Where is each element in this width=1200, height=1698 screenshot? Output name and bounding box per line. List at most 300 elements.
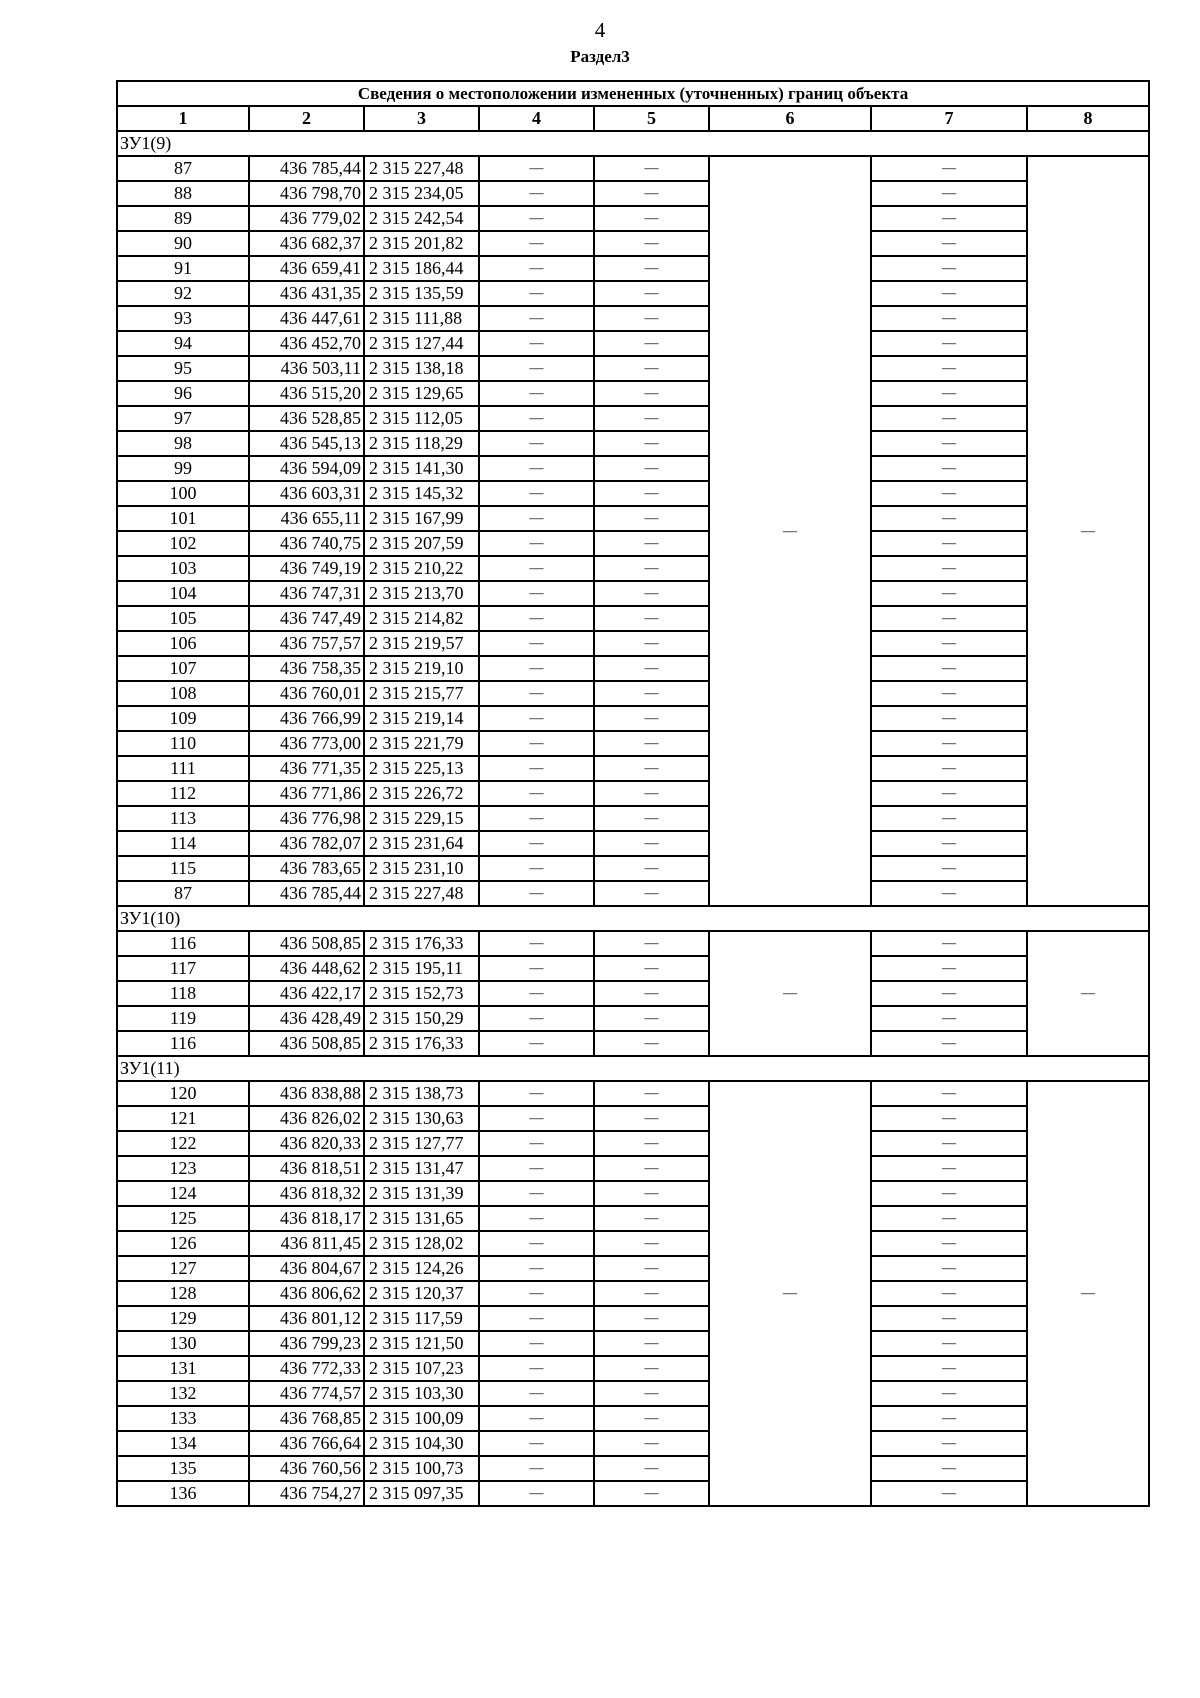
column-5-cell: — xyxy=(594,931,709,956)
column-5-cell: — xyxy=(594,456,709,481)
column-5-cell: — xyxy=(594,206,709,231)
column-7-cell: — xyxy=(871,1231,1027,1256)
point-number-cell: 87 xyxy=(117,156,249,181)
point-number-cell: 89 xyxy=(117,206,249,231)
column-5-cell: — xyxy=(594,1081,709,1106)
table-row xyxy=(117,331,1149,356)
column-8-merged-cell: — xyxy=(1027,931,1149,1056)
x-coordinate-cell: 436 806,62 xyxy=(249,1281,364,1306)
point-number-cell: 108 xyxy=(117,681,249,706)
table-row xyxy=(117,231,1149,256)
y-coordinate-cell: 2 315 118,29 xyxy=(364,431,479,456)
column-5-cell: — xyxy=(594,831,709,856)
point-number-cell: 124 xyxy=(117,1181,249,1206)
x-coordinate-cell: 436 785,44 xyxy=(249,881,364,906)
column-4-cell: — xyxy=(479,881,594,906)
x-coordinate-cell: 436 754,27 xyxy=(249,1481,364,1506)
y-coordinate-cell: 2 315 117,59 xyxy=(364,1306,479,1331)
y-coordinate-cell: 2 315 141,30 xyxy=(364,456,479,481)
table-row xyxy=(117,1181,1149,1206)
column-5-cell: — xyxy=(594,181,709,206)
point-number-cell: 117 xyxy=(117,956,249,981)
column-4-cell: — xyxy=(479,281,594,306)
x-coordinate-cell: 436 448,62 xyxy=(249,956,364,981)
table-row xyxy=(117,1481,1149,1506)
column-4-cell: — xyxy=(479,981,594,1006)
column-5-cell: — xyxy=(594,731,709,756)
point-number-cell: 133 xyxy=(117,1406,249,1431)
point-number-cell: 135 xyxy=(117,1456,249,1481)
y-coordinate-cell: 2 315 215,77 xyxy=(364,681,479,706)
point-number-cell: 132 xyxy=(117,1381,249,1406)
column-header: 7 xyxy=(871,106,1027,131)
point-number-cell: 116 xyxy=(117,1031,249,1056)
column-4-cell: — xyxy=(479,506,594,531)
point-number-cell: 118 xyxy=(117,981,249,1006)
y-coordinate-cell: 2 315 129,65 xyxy=(364,381,479,406)
column-7-cell: — xyxy=(871,481,1027,506)
table-row xyxy=(117,881,1149,906)
column-5-cell: — xyxy=(594,656,709,681)
column-4-cell: — xyxy=(479,931,594,956)
point-number-cell: 104 xyxy=(117,581,249,606)
column-7-cell: — xyxy=(871,531,1027,556)
x-coordinate-cell: 436 838,88 xyxy=(249,1081,364,1106)
point-number-cell: 96 xyxy=(117,381,249,406)
table-row xyxy=(117,1406,1149,1431)
column-5-cell: — xyxy=(594,1481,709,1506)
column-8-merged-cell: — xyxy=(1027,1081,1149,1506)
column-5-cell: — xyxy=(594,556,709,581)
y-coordinate-cell: 2 315 176,33 xyxy=(364,931,479,956)
x-coordinate-cell: 436 749,19 xyxy=(249,556,364,581)
column-7-cell: — xyxy=(871,706,1027,731)
column-5-cell: — xyxy=(594,306,709,331)
x-coordinate-cell: 436 740,75 xyxy=(249,531,364,556)
column-4-cell: — xyxy=(479,706,594,731)
boundary-coordinates-table xyxy=(116,80,1150,1507)
column-5-cell: — xyxy=(594,156,709,181)
column-5-cell: — xyxy=(594,281,709,306)
table-row xyxy=(117,1431,1149,1456)
y-coordinate-cell: 2 315 127,44 xyxy=(364,331,479,356)
column-4-cell: — xyxy=(479,631,594,656)
column-4-cell: — xyxy=(479,1306,594,1331)
y-coordinate-cell: 2 315 138,18 xyxy=(364,356,479,381)
point-number-cell: 131 xyxy=(117,1356,249,1381)
column-7-cell: — xyxy=(871,281,1027,306)
column-5-cell: — xyxy=(594,1306,709,1331)
table-row xyxy=(117,406,1149,431)
table-row xyxy=(117,531,1149,556)
column-4-cell: — xyxy=(479,1331,594,1356)
column-5-cell: — xyxy=(594,706,709,731)
column-5-cell: — xyxy=(594,1131,709,1156)
column-header: 6 xyxy=(709,106,871,131)
column-7-cell: — xyxy=(871,506,1027,531)
table-row xyxy=(117,781,1149,806)
column-7-cell: — xyxy=(871,1456,1027,1481)
y-coordinate-cell: 2 315 145,32 xyxy=(364,481,479,506)
group-header-row xyxy=(117,906,1149,931)
x-coordinate-cell: 436 431,35 xyxy=(249,281,364,306)
y-coordinate-cell: 2 315 103,30 xyxy=(364,1381,479,1406)
column-4-cell: — xyxy=(479,1456,594,1481)
point-number-cell: 134 xyxy=(117,1431,249,1456)
point-number-cell: 119 xyxy=(117,1006,249,1031)
table-row xyxy=(117,1081,1149,1106)
column-7-cell: — xyxy=(871,831,1027,856)
point-number-cell: 105 xyxy=(117,606,249,631)
column-7-cell: — xyxy=(871,306,1027,331)
column-4-cell: — xyxy=(479,656,594,681)
x-coordinate-cell: 436 503,11 xyxy=(249,356,364,381)
column-5-cell: — xyxy=(594,1031,709,1056)
column-7-cell: — xyxy=(871,1481,1027,1506)
column-7-cell: — xyxy=(871,556,1027,581)
x-coordinate-cell: 436 422,17 xyxy=(249,981,364,1006)
column-7-cell: — xyxy=(871,256,1027,281)
table-row xyxy=(117,831,1149,856)
column-5-cell: — xyxy=(594,631,709,656)
column-5-cell: — xyxy=(594,581,709,606)
column-4-cell: — xyxy=(479,1381,594,1406)
column-7-cell: — xyxy=(871,631,1027,656)
column-4-cell: — xyxy=(479,1406,594,1431)
table-row xyxy=(117,706,1149,731)
column-4-cell: — xyxy=(479,381,594,406)
column-7-cell: — xyxy=(871,781,1027,806)
column-4-cell: — xyxy=(479,1256,594,1281)
y-coordinate-cell: 2 315 127,77 xyxy=(364,1131,479,1156)
table-row xyxy=(117,156,1149,181)
x-coordinate-cell: 436 682,37 xyxy=(249,231,364,256)
column-4-cell: — xyxy=(479,306,594,331)
y-coordinate-cell: 2 315 226,72 xyxy=(364,781,479,806)
x-coordinate-cell: 436 603,31 xyxy=(249,481,364,506)
y-coordinate-cell: 2 315 207,59 xyxy=(364,531,479,556)
column-7-cell: — xyxy=(871,731,1027,756)
column-7-cell: — xyxy=(871,1131,1027,1156)
column-5-cell: — xyxy=(594,381,709,406)
y-coordinate-cell: 2 315 186,44 xyxy=(364,256,479,281)
column-header: 2 xyxy=(249,106,364,131)
column-number-row xyxy=(117,106,1149,131)
column-5-cell: — xyxy=(594,1456,709,1481)
column-7-cell: — xyxy=(871,756,1027,781)
point-number-cell: 99 xyxy=(117,456,249,481)
x-coordinate-cell: 436 779,02 xyxy=(249,206,364,231)
x-coordinate-cell: 436 820,33 xyxy=(249,1131,364,1156)
column-4-cell: — xyxy=(479,1231,594,1256)
column-4-cell: — xyxy=(479,431,594,456)
y-coordinate-cell: 2 315 138,73 xyxy=(364,1081,479,1106)
y-coordinate-cell: 2 315 219,14 xyxy=(364,706,479,731)
column-7-cell: — xyxy=(871,856,1027,881)
y-coordinate-cell: 2 315 227,48 xyxy=(364,156,479,181)
x-coordinate-cell: 436 452,70 xyxy=(249,331,364,356)
table-row xyxy=(117,1006,1149,1031)
table-row xyxy=(117,1456,1149,1481)
table-row xyxy=(117,1206,1149,1231)
point-number-cell: 93 xyxy=(117,306,249,331)
column-4-cell: — xyxy=(479,1156,594,1181)
point-number-cell: 126 xyxy=(117,1231,249,1256)
y-coordinate-cell: 2 315 231,10 xyxy=(364,856,479,881)
point-number-cell: 88 xyxy=(117,181,249,206)
column-7-cell: — xyxy=(871,606,1027,631)
column-5-cell: — xyxy=(594,256,709,281)
column-7-cell: — xyxy=(871,881,1027,906)
column-4-cell: — xyxy=(479,331,594,356)
column-7-cell: — xyxy=(871,181,1027,206)
column-8-merged-cell: — xyxy=(1027,156,1149,906)
x-coordinate-cell: 436 771,86 xyxy=(249,781,364,806)
column-4-cell: — xyxy=(479,356,594,381)
column-7-cell: — xyxy=(871,1431,1027,1456)
group-label: ЗУ1(11) xyxy=(117,1056,1149,1081)
column-5-cell: — xyxy=(594,506,709,531)
column-4-cell: — xyxy=(479,756,594,781)
x-coordinate-cell: 436 515,20 xyxy=(249,381,364,406)
point-number-cell: 125 xyxy=(117,1206,249,1231)
x-coordinate-cell: 436 766,64 xyxy=(249,1431,364,1456)
table-row xyxy=(117,206,1149,231)
table-row xyxy=(117,606,1149,631)
x-coordinate-cell: 436 747,49 xyxy=(249,606,364,631)
point-number-cell: 95 xyxy=(117,356,249,381)
column-7-cell: — xyxy=(871,1381,1027,1406)
x-coordinate-cell: 436 771,35 xyxy=(249,756,364,781)
column-5-cell: — xyxy=(594,331,709,356)
x-coordinate-cell: 436 545,13 xyxy=(249,431,364,456)
point-number-cell: 121 xyxy=(117,1106,249,1131)
column-5-cell: — xyxy=(594,1356,709,1381)
table-row xyxy=(117,931,1149,956)
column-4-cell: — xyxy=(479,531,594,556)
y-coordinate-cell: 2 315 100,09 xyxy=(364,1406,479,1431)
column-4-cell: — xyxy=(479,1106,594,1131)
column-5-cell: — xyxy=(594,806,709,831)
column-5-cell: — xyxy=(594,231,709,256)
column-5-cell: — xyxy=(594,781,709,806)
x-coordinate-cell: 436 428,49 xyxy=(249,1006,364,1031)
y-coordinate-cell: 2 315 107,23 xyxy=(364,1356,479,1381)
point-number-cell: 102 xyxy=(117,531,249,556)
x-coordinate-cell: 436 783,65 xyxy=(249,856,364,881)
column-7-cell: — xyxy=(871,1256,1027,1281)
x-coordinate-cell: 436 774,57 xyxy=(249,1381,364,1406)
y-coordinate-cell: 2 315 225,13 xyxy=(364,756,479,781)
column-4-cell: — xyxy=(479,1131,594,1156)
column-5-cell: — xyxy=(594,481,709,506)
table-row xyxy=(117,381,1149,406)
column-7-cell: — xyxy=(871,1181,1027,1206)
table-row xyxy=(117,1381,1149,1406)
point-number-cell: 116 xyxy=(117,931,249,956)
point-number-cell: 110 xyxy=(117,731,249,756)
column-4-cell: — xyxy=(479,1356,594,1381)
column-6-merged-cell: — xyxy=(709,1081,871,1506)
column-header: 8 xyxy=(1027,106,1149,131)
point-number-cell: 136 xyxy=(117,1481,249,1506)
x-coordinate-cell: 436 447,61 xyxy=(249,306,364,331)
point-number-cell: 113 xyxy=(117,806,249,831)
y-coordinate-cell: 2 315 130,63 xyxy=(364,1106,479,1131)
column-7-cell: — xyxy=(871,681,1027,706)
x-coordinate-cell: 436 747,31 xyxy=(249,581,364,606)
x-coordinate-cell: 436 798,70 xyxy=(249,181,364,206)
table-row xyxy=(117,1331,1149,1356)
x-coordinate-cell: 436 594,09 xyxy=(249,456,364,481)
column-5-cell: — xyxy=(594,756,709,781)
y-coordinate-cell: 2 315 213,70 xyxy=(364,581,479,606)
column-5-cell: — xyxy=(594,1106,709,1131)
y-coordinate-cell: 2 315 219,10 xyxy=(364,656,479,681)
column-7-cell: — xyxy=(871,1356,1027,1381)
table-row xyxy=(117,1306,1149,1331)
column-5-cell: — xyxy=(594,1431,709,1456)
y-coordinate-cell: 2 315 131,65 xyxy=(364,1206,479,1231)
column-5-cell: — xyxy=(594,1256,709,1281)
column-4-cell: — xyxy=(479,156,594,181)
column-4-cell: — xyxy=(479,1031,594,1056)
column-4-cell: — xyxy=(479,581,594,606)
column-7-cell: — xyxy=(871,406,1027,431)
column-4-cell: — xyxy=(479,181,594,206)
column-4-cell: — xyxy=(479,1181,594,1206)
column-7-cell: — xyxy=(871,956,1027,981)
column-5-cell: — xyxy=(594,1006,709,1031)
column-7-cell: — xyxy=(871,231,1027,256)
column-7-cell: — xyxy=(871,1006,1027,1031)
column-7-cell: — xyxy=(871,356,1027,381)
column-4-cell: — xyxy=(479,1481,594,1506)
point-number-cell: 101 xyxy=(117,506,249,531)
table-row xyxy=(117,956,1149,981)
point-number-cell: 94 xyxy=(117,331,249,356)
table-row xyxy=(117,581,1149,606)
x-coordinate-cell: 436 818,32 xyxy=(249,1181,364,1206)
x-coordinate-cell: 436 655,11 xyxy=(249,506,364,531)
column-4-cell: — xyxy=(479,806,594,831)
y-coordinate-cell: 2 315 167,99 xyxy=(364,506,479,531)
table-row xyxy=(117,806,1149,831)
y-coordinate-cell: 2 315 120,37 xyxy=(364,1281,479,1306)
table-row xyxy=(117,1031,1149,1056)
table-row xyxy=(117,1281,1149,1306)
y-coordinate-cell: 2 315 111,88 xyxy=(364,306,479,331)
point-number-cell: 111 xyxy=(117,756,249,781)
y-coordinate-cell: 2 315 124,26 xyxy=(364,1256,479,1281)
point-number-cell: 130 xyxy=(117,1331,249,1356)
x-coordinate-cell: 436 758,35 xyxy=(249,656,364,681)
column-4-cell: — xyxy=(479,856,594,881)
y-coordinate-cell: 2 315 150,29 xyxy=(364,1006,479,1031)
column-5-cell: — xyxy=(594,431,709,456)
column-5-cell: — xyxy=(594,1331,709,1356)
y-coordinate-cell: 2 315 227,48 xyxy=(364,881,479,906)
table-row xyxy=(117,556,1149,581)
y-coordinate-cell: 2 315 242,54 xyxy=(364,206,479,231)
y-coordinate-cell: 2 315 100,73 xyxy=(364,1456,479,1481)
column-5-cell: — xyxy=(594,1281,709,1306)
column-4-cell: — xyxy=(479,731,594,756)
column-4-cell: — xyxy=(479,1431,594,1456)
column-4-cell: — xyxy=(479,831,594,856)
column-5-cell: — xyxy=(594,881,709,906)
y-coordinate-cell: 2 315 112,05 xyxy=(364,406,479,431)
section-title: Раздел3 xyxy=(570,47,630,66)
column-4-cell: — xyxy=(479,406,594,431)
y-coordinate-cell: 2 315 097,35 xyxy=(364,1481,479,1506)
column-4-cell: — xyxy=(479,556,594,581)
column-5-cell: — xyxy=(594,356,709,381)
page-number: 4 xyxy=(594,18,606,42)
column-4-cell: — xyxy=(479,606,594,631)
column-7-cell: — xyxy=(871,1156,1027,1181)
column-5-cell: — xyxy=(594,681,709,706)
table-row xyxy=(117,756,1149,781)
column-header: 4 xyxy=(479,106,594,131)
point-number-cell: 127 xyxy=(117,1256,249,1281)
x-coordinate-cell: 436 760,01 xyxy=(249,681,364,706)
y-coordinate-cell: 2 315 221,79 xyxy=(364,731,479,756)
table-row xyxy=(117,181,1149,206)
group-header-row xyxy=(117,131,1149,156)
point-number-cell: 114 xyxy=(117,831,249,856)
column-7-cell: — xyxy=(871,156,1027,181)
point-number-cell: 107 xyxy=(117,656,249,681)
column-5-cell: — xyxy=(594,1381,709,1406)
point-number-cell: 109 xyxy=(117,706,249,731)
column-7-cell: — xyxy=(871,981,1027,1006)
x-coordinate-cell: 436 757,57 xyxy=(249,631,364,656)
column-4-cell: — xyxy=(479,1281,594,1306)
x-coordinate-cell: 436 818,51 xyxy=(249,1156,364,1181)
table-row xyxy=(117,631,1149,656)
table-row xyxy=(117,456,1149,481)
table-row xyxy=(117,656,1149,681)
column-header: 3 xyxy=(364,106,479,131)
column-7-cell: — xyxy=(871,1331,1027,1356)
column-5-cell: — xyxy=(594,1231,709,1256)
point-number-cell: 92 xyxy=(117,281,249,306)
column-7-cell: — xyxy=(871,431,1027,456)
table-row xyxy=(117,1256,1149,1281)
column-7-cell: — xyxy=(871,381,1027,406)
y-coordinate-cell: 2 315 195,11 xyxy=(364,956,479,981)
y-coordinate-cell: 2 315 210,22 xyxy=(364,556,479,581)
column-7-cell: — xyxy=(871,1206,1027,1231)
x-coordinate-cell: 436 782,07 xyxy=(249,831,364,856)
table-row xyxy=(117,431,1149,456)
y-coordinate-cell: 2 315 104,30 xyxy=(364,1431,479,1456)
x-coordinate-cell: 436 508,85 xyxy=(249,931,364,956)
table-row xyxy=(117,731,1149,756)
y-coordinate-cell: 2 315 131,47 xyxy=(364,1156,479,1181)
point-number-cell: 106 xyxy=(117,631,249,656)
table-row xyxy=(117,506,1149,531)
column-7-cell: — xyxy=(871,206,1027,231)
column-header: 5 xyxy=(594,106,709,131)
group-header-row xyxy=(117,1056,1149,1081)
table-row xyxy=(117,981,1149,1006)
table-row xyxy=(117,1156,1149,1181)
x-coordinate-cell: 436 768,85 xyxy=(249,1406,364,1431)
x-coordinate-cell: 436 785,44 xyxy=(249,156,364,181)
column-5-cell: — xyxy=(594,956,709,981)
